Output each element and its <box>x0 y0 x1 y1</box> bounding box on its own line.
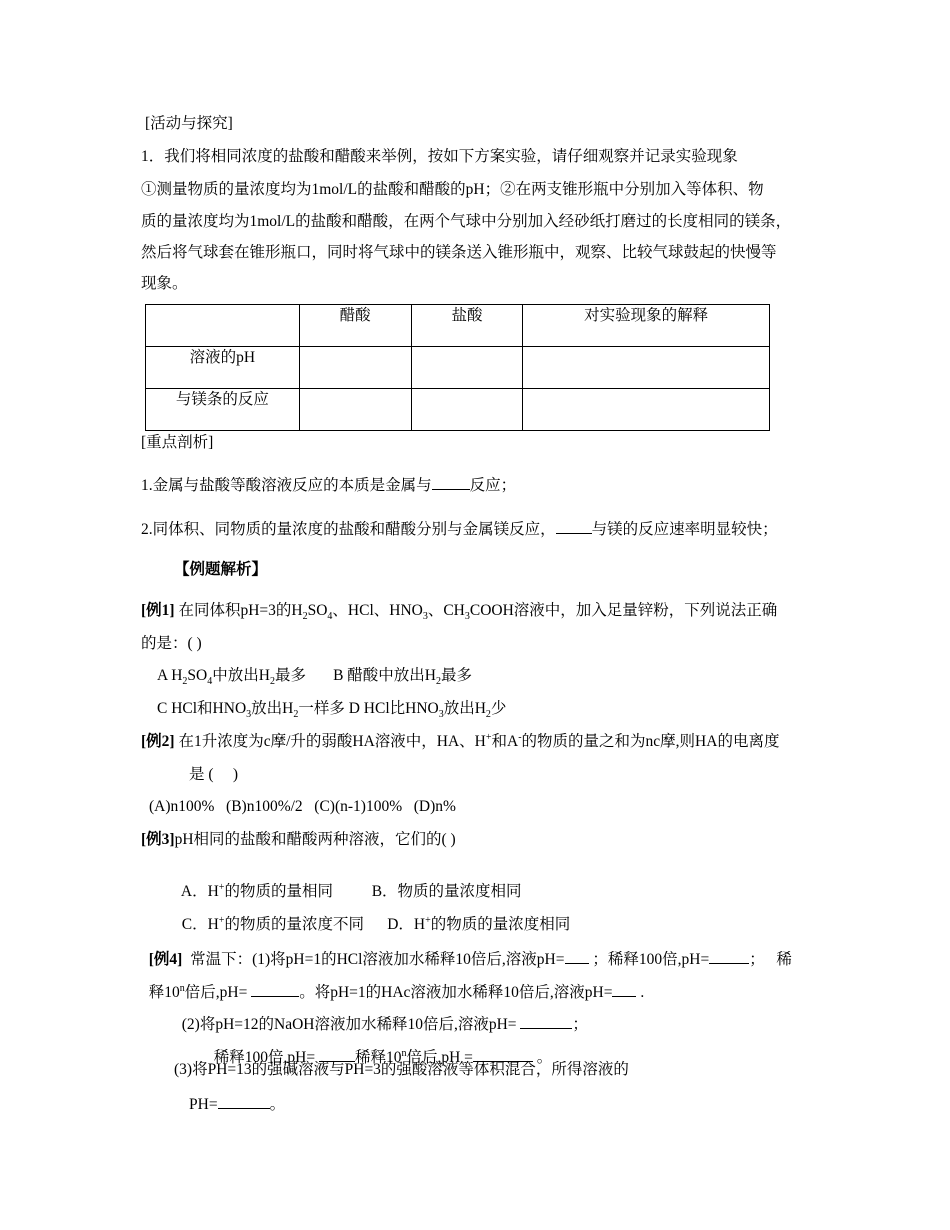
example-1-text: COOH溶液中，加入足量锌粉，下列说法正确 <box>469 602 778 619</box>
example-4-text: PH= <box>189 1096 218 1113</box>
example-4-text: ； <box>572 1016 588 1033</box>
option-text: 最多 <box>441 667 473 684</box>
superscript: + <box>425 914 431 926</box>
example-4-part-3-line-2 <box>189 1094 285 1115</box>
activity-heading: [活动与探究] <box>145 115 233 132</box>
subscript: 2 <box>302 611 308 623</box>
example-2-line-2: 是 ( ) <box>189 766 239 783</box>
table-row <box>146 347 770 389</box>
example-4-text: 。 <box>269 1096 286 1113</box>
example-3-text: pH相同的盐酸和醋酸两种溶液，它们的( ) <box>174 831 456 848</box>
superscript: + <box>218 881 225 893</box>
answer-blank[interactable] <box>556 519 592 534</box>
example-4-text: ；稀释100倍,pH= <box>588 951 710 968</box>
option-text: 的物质的量相同 B．物质的量浓度相同 <box>224 883 522 900</box>
example-1-text: 、HCl、HNO <box>332 602 423 619</box>
option-text: A H <box>157 667 183 684</box>
table-header-cell <box>146 305 300 347</box>
analysis-line-1-text: 1.金属与盐酸等酸溶液反应的本质是金属与 <box>141 477 432 494</box>
option-text: 少 <box>490 700 507 717</box>
option-text: A．H <box>180 883 219 900</box>
example-1-text: SO <box>307 602 328 619</box>
table-cell <box>411 347 523 389</box>
example-1-line-2: 的是：( ) <box>141 635 202 652</box>
activity-paragraph-line-3: 然后将气球套在锥形瓶口，同时将气球中的镁条送入锥形瓶中，观察、比较气球鼓起的快慢等 <box>141 244 777 261</box>
example-1-options-ab <box>157 666 472 686</box>
example-2-text: 和A <box>491 733 519 750</box>
superscript: + <box>218 914 225 926</box>
option-text: SO <box>187 667 208 684</box>
option-text: C HCl和HNO <box>157 700 247 717</box>
example-4-part-3: (3)将PH=13的强碱溶液与PH=3的强酸溶液等体积混合，所得溶液的 <box>174 1061 629 1078</box>
example-3-line-1 <box>141 830 456 850</box>
example-3-label: [例3] <box>141 831 175 848</box>
subscript: 2 <box>269 676 275 688</box>
example-4-text: 稀释10 <box>354 1049 402 1066</box>
subscript: 3 <box>438 709 444 721</box>
subscript: 4 <box>327 611 333 623</box>
example-4-text: . <box>636 984 645 1001</box>
example-1-text: 、CH <box>427 602 465 619</box>
table-header-row <box>146 305 770 347</box>
answer-blank[interactable] <box>709 949 749 964</box>
analysis-line-2-end: 与镁的反应速率明显较快； <box>591 521 778 538</box>
subscript: 2 <box>182 676 188 688</box>
option-text: 的物质的量浓度不同 D．H <box>224 916 426 933</box>
superscript: + <box>485 731 492 743</box>
option-text: 一样多 D HCl比HNO <box>298 700 439 717</box>
analysis-line-2 <box>141 519 778 540</box>
example-4-text: 倍后,pH = <box>406 1049 473 1066</box>
table-cell <box>411 389 523 431</box>
option-text: 放出H <box>443 700 486 717</box>
example-1-text: 在同体积pH=3的H <box>174 602 303 619</box>
experiment-table <box>145 304 770 431</box>
activity-item-1: 1．我们将相同浓度的盐酸和醋酸来举例，按如下方案实验，请仔细观察并记录实验现象 <box>141 148 738 165</box>
option-text: C．H <box>181 916 219 933</box>
example-4-text: ； 稀 <box>749 951 792 968</box>
answer-blank[interactable] <box>218 1094 270 1109</box>
option-text: 中放出H <box>212 667 270 684</box>
superscript: n <box>179 982 185 994</box>
analysis-line-1 <box>141 475 516 496</box>
example-2-text: 的物质的量之和为nc摩,则HA的电离度 <box>521 733 780 750</box>
example-4-text: 稀释100倍,pH= <box>213 1049 319 1066</box>
example-2-options: (A)n100% (B)n100%/2 (C)(n-1)100% (D)n% <box>149 798 456 815</box>
example-4-label: [例4] <box>148 951 183 968</box>
table-row-label: 溶液的pH <box>146 347 300 389</box>
analysis-line-2-text: 2.同体积、同物质的量浓度的盐酸和醋酸分别与金属镁反应， <box>141 521 556 538</box>
option-text: 的物质的量浓度相同 <box>430 916 571 933</box>
answer-blank[interactable] <box>612 982 636 997</box>
example-2-line-1 <box>141 732 779 752</box>
superscript: - <box>518 731 522 743</box>
example-1-label: [例1] <box>141 602 175 619</box>
table-cell <box>299 389 411 431</box>
example-4-text: 倍后,pH= <box>184 984 252 1001</box>
table-header-cell: 对实验现象的解释 <box>523 305 770 347</box>
example-4-text: 常温下：(1)将pH=1的HCl溶液加水稀释10倍后,溶液pH= <box>182 951 565 968</box>
example-2-label: [例2] <box>141 733 175 750</box>
analysis-heading: [重点剖析] <box>141 434 214 451</box>
example-4-text: 。将pH=1的HAc溶液加水稀释10倍后,溶液pH= <box>299 984 613 1001</box>
activity-paragraph-line-4: 现象。 <box>141 275 188 292</box>
analysis-line-1-end: 反应； <box>469 477 517 494</box>
subscript: 3 <box>246 709 252 721</box>
example-1-line-1 <box>141 601 777 621</box>
answer-blank[interactable] <box>432 475 470 490</box>
subscript: 2 <box>293 709 299 721</box>
subscript: 4 <box>207 676 213 688</box>
subscript: 3 <box>422 611 428 623</box>
examples-heading: 【例题解析】 <box>174 561 268 578</box>
option-text: 放出H <box>251 700 294 717</box>
table-row-label: 与镁条的反应 <box>146 389 300 431</box>
example-4-text: (2)将pH=12的NaOH溶液加水稀释10倍后,溶液pH= <box>181 1016 521 1033</box>
table-header-cell: 醋酸 <box>299 305 411 347</box>
table-cell <box>523 347 770 389</box>
activity-paragraph-line-2: 质的量浓度均为1mol/L的盐酸和醋酸，在两个气球中分别加入经砂纸打磨过的长度相同的镁条， <box>141 213 792 230</box>
subscript: 2 <box>436 676 441 688</box>
example-4-text: 释10 <box>148 984 180 1001</box>
superscript: n <box>401 1047 407 1059</box>
example-2-text: 在1升浓度为c摩/升的弱酸HA溶液中，HA、H <box>174 733 486 750</box>
example-4-text: 。 <box>532 1049 553 1066</box>
table-header-cell: 盐酸 <box>411 305 523 347</box>
option-text: 最多 B 醋酸中放出H <box>274 667 436 684</box>
activity-paragraph-line-1: ①测量物质的量浓度均为1mol/L的盐酸和醋酸的pH；②在两支锥形瓶中分别加入等体积、物 <box>141 181 764 198</box>
subscript: 3 <box>464 611 470 623</box>
example-1-options-cd <box>157 699 506 719</box>
table-cell <box>523 389 770 431</box>
table-cell <box>299 347 411 389</box>
table-row <box>146 389 770 431</box>
subscript: 2 <box>485 709 491 721</box>
